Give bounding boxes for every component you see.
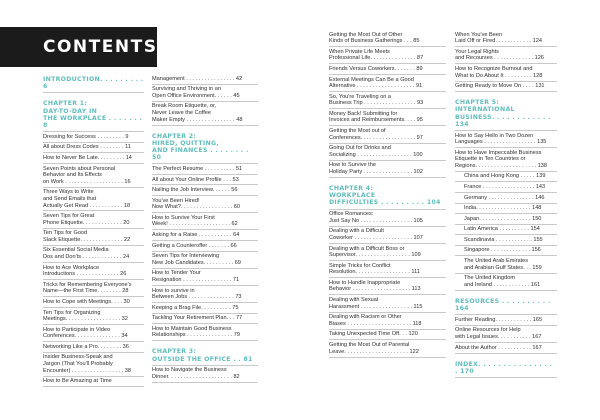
toc-entry: External Meetings Can Be a Good Alternative . . . . . . . . . . . . . . . . . . . 91 [329,75,446,92]
toc-section-heading: CHAPTER 2: HIRED, QUITTING, AND FINANCES . . . . . . . . 50 [152,131,258,165]
toc-entry: How to Maintain Good Business Relationships . . . . . . . . . . . . . . . 79 [152,324,258,341]
toc-entry: Networking Like a Pro. . . . . . . . 36 [43,342,144,353]
toc-entry: Getting Ready to Move On . . . . 131 [455,82,557,93]
toc-entry: Friends Versus Coworkers. . . . . . . 89 [329,64,446,75]
toc-subentry: The United Arab Emirates and Arabian Gulf States. . . 159 [455,256,557,273]
toc-entry: Money Back! Submitting for Invoices and Reimbursements. . . . 95 [329,109,446,126]
toc-entry: Dressing for Success . . . . . . . . . 9 [43,132,144,143]
toc-entry: All about Dress Codes . . . . . . . . 11 [43,143,144,154]
toc-entry: Getting the Most out of Conferences. . . . . . . . . . . . . . . . . . 97 [329,126,446,143]
toc-section-heading: CHAPTER 3: OUTSIDE THE OFFICE . . 81 [152,346,258,365]
toc-entry: How to Ace Workplace Introductions . . . . . . . . . . . . . . 26 [43,263,144,280]
toc-entry: Dealing with a Difficult Boss or Supervisor. . . . . . . . . . . . . . . . . . 109 [329,244,446,261]
toc-entry: Going Out for Drinks and Socializing . . . . . . . . . . . . . . . . . . 100 [329,144,446,161]
toc-entry: Online Resources for Help with Legal Issues. . . . . . . . . . . 167 [455,326,557,343]
toc-subentry: Japan. . . . . . . . . . . . . . . . . 150 [455,214,557,225]
toc-subentry: India. . . . . . . . . . . . . . . . . . 148 [455,204,557,215]
toc-entry: How to Handle Inappropriate Behavior . . . . . . . . . . . . . . . . . . . 113 [329,278,446,295]
toc-entry: Simple Tricks for Conflict Resolution. . . . . . . . . . . . . . . . . . 111 [329,261,446,278]
toc-subentry: France . . . . . . . . . . . . . . . . . 143 [455,182,557,193]
toc-subentry: China and Hong Kong . . . . . 139 [455,172,557,183]
toc-entry: How to Have Impeccable Business Etiquette in Ten Countries or Regions. . . . . . . . . . . . . . . . . . . . 138 [455,148,557,172]
toc-subentry: Singapore . . . . . . . . . . . . . 156 [455,246,557,257]
toc-entry: How to Survive Your First Week! . . . . . . . . . . . . . . . . . . . . 62 [152,213,258,230]
toc-entry: Break Room Etiquette, or, Never Leave the Coffee Maker Empty . . . . . . . . . . . . . . . . 48 [152,102,258,126]
toc-entry: How to Cope with Meetings. . . . 30 [43,297,144,308]
toc-subentry: Germany . . . . . . . . . . . . . . . 146 [455,193,557,204]
toc-section-heading: CHAPTER 4: WORKPLACE DIFFICULTIES . . . . . . . . . 104 [329,183,446,210]
toc-entry: How to Be Amazing at Time [43,377,144,388]
toc-entry: Getting a Counteroffer . . . . . . . 66 [152,241,258,252]
toc-entry: How to Participate in Video Conferences. . . . . . . . . . . . . . . 34 [43,325,144,342]
toc-section-heading: RESOURCES . . . . . . . . . . 164 [455,296,557,315]
toc-entry: Ten Tips for Organizing Meetings. . . . . . . . . . . . . . . . . . 32 [43,308,144,325]
contents-title: CONTENTS [43,37,158,57]
toc-entry: Dealing with Sexual Harassment . . . . . . . . . . . . . . . . . 115 [329,295,446,312]
toc-entry: Office Romances: Just Say No . . . . . . . . . . . . . . . . . 105 [329,210,446,227]
toc-entry: How to Recognize Burnout and What to Do About It . . . . . . . . . 128 [455,64,557,81]
toc-entry: When Private Life Meets Professional Life. . . . . . . . . . . . . . . 87 [329,47,446,64]
toc-column-2 [152,74,258,383]
toc-entry: Dealing with Racism or Other Biases . . . . . . . . . . . . . . . . . . . . . 118 [329,313,446,330]
toc-entry: Surviving and Thriving in an Open Office Environment. . . . . . 45 [152,85,258,102]
toc-entry: Getting the Most Out of Parental Leave. . . . . . . . . . . . . . . . . . . . . 122 [329,340,446,357]
toc-entry: About the Author . . . . . . . . . . . 167 [455,343,557,354]
toc-section-heading: CHAPTER 1: DAY-TO-DAY IN THE WORKPLACE . . . . . . . 8 [43,98,144,132]
toc-section-heading: INTRODUCTION. . . . . . . . . 6 [43,74,144,93]
toc-section-heading: CHAPTER 5: INTERNATIONAL BUSINESS. . . . . . . . . . . . 134 [455,97,557,131]
toc-entry: You've Been Hired! Now What?. . . . . . . . . . . . . . . . . 60 [152,196,258,213]
toc-entry: Tricks for Remembering Everyone's Name—the First Time. . . . . . . . 28 [43,280,144,297]
toc-entry: How to survive in Between Jobs . . . . . . . . . . . . . . . 73 [152,286,258,303]
toc-entry: The Perfect Resume . . . . . . . . . . 51 [152,164,258,175]
toc-entry: Keeping a Brag File. . . . . . . . . . 75 [152,303,258,314]
toc-entry: Getting the Most Out of Other Kinds of Business Gatherings . . . 85 [329,30,446,47]
toc-entry: How to Say Hello in Two Dozen Languages . . . . . . . . . . . . . . . . . 135 [455,131,557,148]
toc-entry: How to Navigate the Business Dinner. . . . . . . . . . . . . . . . . . . . . 82 [152,366,258,383]
toc-entry: Asking for a Raise . . . . . . . . . . . 64 [152,230,258,241]
toc-entry: Management . . . . . . . . . . . . . . . . 42 [152,74,258,85]
toc-subentry: Latin America . . . . . . . . . . 154 [455,225,557,236]
toc-section-heading: INDEX. . . . . . . . . . . . . . . . 170 [455,359,557,378]
toc-subentry: Scandinavia . . . . . . . . . . . . 155 [455,235,557,246]
toc-entry: Dealing with a Difficult Coworker . . . . . . . . . . . . . . . . . . . 107 [329,227,446,244]
toc-entry: So, You're Traveling on a Business Trip . . . . . . . . . . . . . . . . . 93 [329,92,446,109]
toc-entry: Seven Points about Personal Behavior and Its Effects on Work . . . . . . . . . . . . . . . . . . . 16 [43,164,144,188]
toc-entry: All about Your Online Profile . . . 53 [152,175,258,186]
toc-column-1 [43,74,144,387]
toc-entry: When You've Been Laid Off or Fired. . . . . . . . . . . . 124 [455,30,557,47]
toc-entry: Seven Tips for Interviewing New Job Candidates. . . . . . . . . . 69 [152,252,258,269]
toc-entry: Three Ways to Write and Send Emails that Actually Get Read . . . . . . . . . . . 18 [43,188,144,212]
toc-entry: Six Essential Social Media Dos and Don'ts . . . . . . . . . . . . . 24 [43,246,144,263]
toc-entry: Ten Tips for Good Slack Etiquette. . . . . . . . . . . . . . 22 [43,229,144,246]
toc-entry: Your Legal Rights and Recourses . . . . . . . . . . . . . 126 [455,47,557,64]
toc-entry: How to Tender Your Resignation . . . . . . . . . . . . . . . . 71 [152,269,258,286]
toc-subentry: The United Kingdom and Ireland . . . . . . . . . . . . 161 [455,274,557,291]
toc-entry: Tackling Your Retirement Plan. . . 77 [152,314,258,325]
toc-entry: Nailing the Job Interview. . . . . . 56 [152,185,258,196]
toc-entry: Taking Unexpected Time Off. . . 120 [329,330,446,341]
toc-entry: Seven Tips for Great Phone Etiquette. . . . . . . . . . . . . 20 [43,211,144,228]
toc-column-4 [455,30,557,378]
toc-entry: How to Survive the Holiday Party . . . . . . . . . . . . . . . . 102 [329,161,446,178]
toc-column-3 [329,30,446,358]
toc-entry: Further Reading. . . . . . . . . . . . 165 [455,315,557,326]
contents-title-banner [0,27,157,67]
toc-entry: Insider Business-Speak and Jargon (That You'll Probably Encounter) . . . . . . . . . . . . . . . . . 38 [43,353,144,377]
toc-entry: How to Never Be Late. . . . . . . . . 14 [43,153,144,164]
